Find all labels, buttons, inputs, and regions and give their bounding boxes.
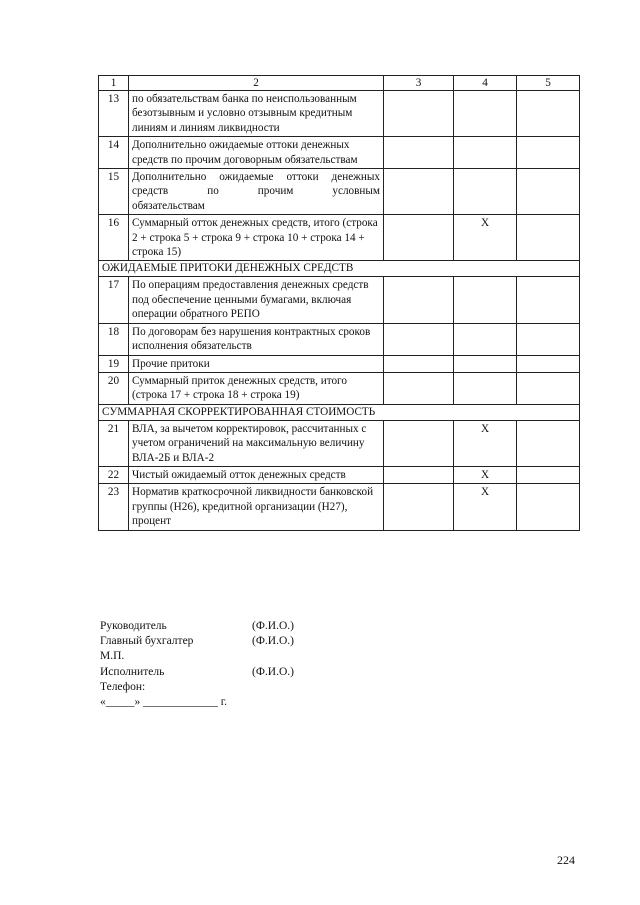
table-row (99, 484, 580, 530)
cell-col5 (517, 169, 580, 215)
table-row (99, 355, 580, 372)
cell-col4 (454, 372, 517, 404)
page-number: 224 (557, 853, 575, 867)
row-number: 21 (99, 420, 129, 466)
executor-label: Исполнитель (100, 665, 165, 678)
row-number: 16 (99, 215, 129, 261)
row-description (129, 372, 384, 404)
phone-label: Телефон: (100, 680, 146, 693)
row-description: Суммарный отток денежных средств, итого (строка 2 + строка 5 + строка 9 + строка 10 + строка 14 + строка 15) (129, 215, 384, 261)
cell-col4 (454, 355, 517, 372)
row-description-last: (строка 17 + строка 18 + строка 19) (132, 389, 300, 402)
row-description: ВЛА, за вычетом корректировок, рассчитанных с учетом ограничений на максимальную величину ВЛА-2Б и ВЛА-2 (129, 420, 384, 466)
header-cell-4: 4 (454, 76, 517, 91)
cell-col5 (517, 277, 580, 323)
row-number: 18 (99, 323, 129, 355)
cell-col4: X (454, 420, 517, 466)
cell-col3 (384, 484, 454, 530)
row-number: 20 (99, 372, 129, 404)
row-number: 23 (99, 484, 129, 530)
row-description-main: Дополнительно ожидаемые оттоки денежных средств по прочим условным (132, 171, 380, 198)
seal-label: М.П. (100, 650, 125, 663)
row-number: 13 (99, 91, 129, 137)
cell-col4 (454, 137, 517, 169)
row-number: 15 (99, 169, 129, 215)
table-row (99, 323, 580, 355)
row-description-main: Суммарный приток денежных средств, итого (132, 374, 347, 387)
cell-col5 (517, 466, 580, 483)
cell-col4 (454, 91, 517, 137)
cell-col5 (517, 137, 580, 169)
cell-col5 (517, 323, 580, 355)
table-row (99, 91, 580, 137)
cell-col5 (517, 372, 580, 404)
liquidity-table (98, 75, 580, 531)
cell-col5 (517, 215, 580, 261)
cell-col3 (384, 323, 454, 355)
accountant-fio: (Ф.И.О.) (252, 635, 294, 648)
cell-col4: X (454, 466, 517, 483)
table-row (99, 169, 580, 215)
row-description: по обязательствам банка по неиспользованным безотзывным и условно отзывным кредитным линиям и линиям ликвидности (129, 91, 384, 137)
cell-col3 (384, 277, 454, 323)
row-description: Норматив краткосрочной ликвидности банковской группы (Н26), кредитной организации (Н27), процент (129, 484, 384, 530)
cell-col4: X (454, 215, 517, 261)
table-row (99, 137, 580, 169)
cell-col3 (384, 420, 454, 466)
cell-col3 (384, 215, 454, 261)
cell-col3 (384, 355, 454, 372)
row-number: 17 (99, 277, 129, 323)
table-row (99, 215, 580, 261)
row-description: По договорам без нарушения контрактных сроков исполнения обязательств (129, 323, 384, 355)
row-description: Чистый ожидаемый отток денежных средств (129, 466, 384, 483)
cell-col3 (384, 169, 454, 215)
cell-col4: X (454, 484, 517, 530)
accountant-label: Главный бухгалтер (100, 635, 194, 648)
header-cell-5: 5 (517, 76, 580, 91)
row-number: 14 (99, 137, 129, 169)
executor-fio: (Ф.И.О.) (252, 665, 294, 678)
table-row (99, 372, 580, 404)
date-line: «_____» _____________ г. (100, 695, 228, 708)
table-row (99, 420, 580, 466)
row-description: По операциям предоставления денежных средств под обеспечение ценными бумагами, включая операции обратного РЕПО (129, 277, 384, 323)
cell-col5 (517, 420, 580, 466)
section-title: СУММАРНАЯ СКОРРЕКТИРОВАННАЯ СТОИМОСТЬ (99, 404, 580, 420)
cell-col5 (517, 355, 580, 372)
cell-col3 (384, 372, 454, 404)
table-row (99, 277, 580, 323)
cell-col3 (384, 137, 454, 169)
row-description: Прочие притоки (129, 355, 384, 372)
header-cell-2: 2 (129, 76, 384, 91)
row-number: 22 (99, 466, 129, 483)
head-fio: (Ф.И.О.) (252, 620, 294, 632)
cell-col5 (517, 91, 580, 137)
table-header-row (99, 76, 580, 91)
header-cell-3: 3 (384, 76, 454, 91)
cell-col4 (454, 169, 517, 215)
section-title: ОЖИДАЕМЫЕ ПРИТОКИ ДЕНЕЖНЫХ СРЕДСТВ (99, 261, 580, 277)
cell-col4 (454, 323, 517, 355)
row-number: 19 (99, 355, 129, 372)
section-row (99, 404, 580, 420)
cell-col5 (517, 484, 580, 530)
header-cell-1: 1 (99, 76, 129, 91)
head-label: Руководитель (100, 620, 167, 632)
cell-col3 (384, 91, 454, 137)
row-description: Дополнительно ожидаемые оттоки денежных средств по прочим договорным обязательствам (129, 137, 384, 169)
row-description-last: обязательствам (132, 199, 205, 212)
cell-col3 (384, 466, 454, 483)
section-row (99, 261, 580, 277)
table-row (99, 466, 580, 483)
row-description (129, 169, 384, 215)
cell-col4 (454, 277, 517, 323)
